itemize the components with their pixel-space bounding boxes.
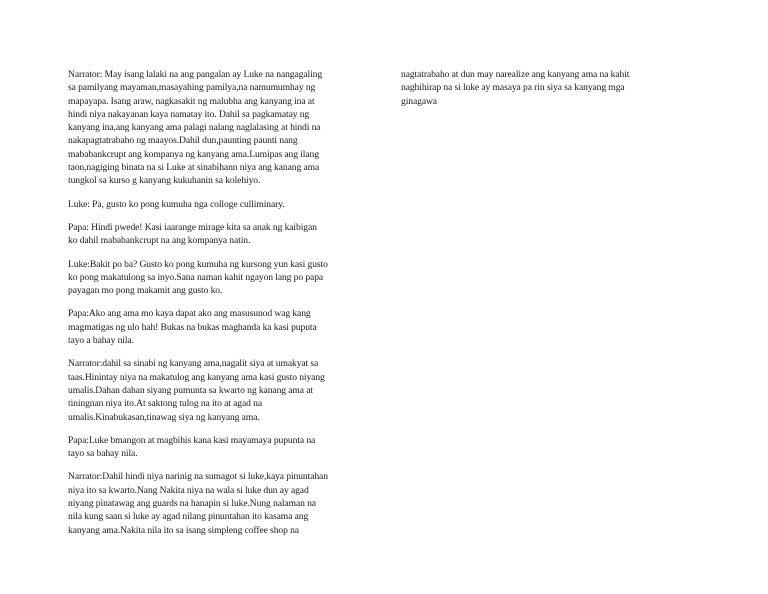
paragraph-narrator-ending: nagtatrabaho at dun may narealize ang kanyang ama na kahit naghihirap na si luke ay masaya pa rin siya sa kanyang mga ginagawa bbox=[401, 69, 630, 107]
right-column bbox=[401, 68, 673, 118]
paragraph-luke-plea: Luke:Bakit po ba? Gusto ko pong kumuha ng kursong yun kasi gusto ko pong makatulong sa inyo.Sana naman kahit ngayon lang po papa payagan mo pong makamit ang gusto ko. bbox=[68, 258, 328, 297]
paragraph-papa-command: Papa:Ako ang ama mo kaya dapat ako ang masusunod wag kang magmatigas ng ulo hah! Bukas na bukas maghanda ka kasi puputa tayo a bahay nila. bbox=[68, 308, 317, 347]
paragraph-narrator-escape: Narrator:dahil sa sinabi ng kanyang ama,nagalit siya at umakyat sa taas.Hinintay niya na makatulog ang kanyang ama kasi gusto niyang umalis.Dahan dahan siyang pumunta sa kwarto ng kanang ama at tiningnan niya ito.At saktong tulog na ito at agad na umalis.Kinabukasan,tinawag siya ng kanyang ama. bbox=[68, 358, 325, 423]
paragraph-narrator-search: Narrator:Dahil hindi niya narinig na sumagot si luke,kaya pinuntahan niya ito sa kwarto.Nang Nakita niya na wala si luke dun ay agad niyang pinatawag ang guards na hanapin si luke.Nung nalaman na nila kung saan si luke ay agad nilang pinuntahan ito kasama ang kanyang ama.Nakita nila ito sa isang simpleng coffee shop na bbox=[68, 471, 328, 536]
paragraph-papa-wake: Papa:Luke bmangon at magbihis kana kasi mayamaya pupunta na tayo sa bahay nila. bbox=[68, 434, 316, 460]
paragraph-narrator-intro: Narrator: May isang lalaki na ang pangalan ay Luke na nangagaling sa pamilyang mayaman,masayahing pamilya,na namumumhay ng mapayapa. Isang araw, nagkasakit ng malubha ang kanyang ina at hindi niya nakayanan kaya namatay ito. Dahil sa pagkamatay ng kanyang ina,ang kanyang ama palagi nalang naglalasing at hindi na nakapagtatrabaho ng maayos.Dahil dun,paunting paunti nang mababankcrupt ang kompanya ng kanyang ama.Lumipas ang ilang taon,nagiging binata na si Luke at sinabihann niya ang kanang ama tungkol sa kurso g kanyang kukuhanin sa kolehiyo. bbox=[68, 69, 323, 187]
left-column bbox=[68, 68, 370, 547]
paragraph-luke-request: Luke: Pa, gusto ko pong kumuha nga colloge culliminary. bbox=[68, 198, 285, 210]
paragraph-papa-refusal: Papa: Hindi pwede! Kasi iaarange mirage kita sa anak ng kaibigan ko dahil mababankcrupt na ang kompanya natin. bbox=[68, 221, 317, 247]
